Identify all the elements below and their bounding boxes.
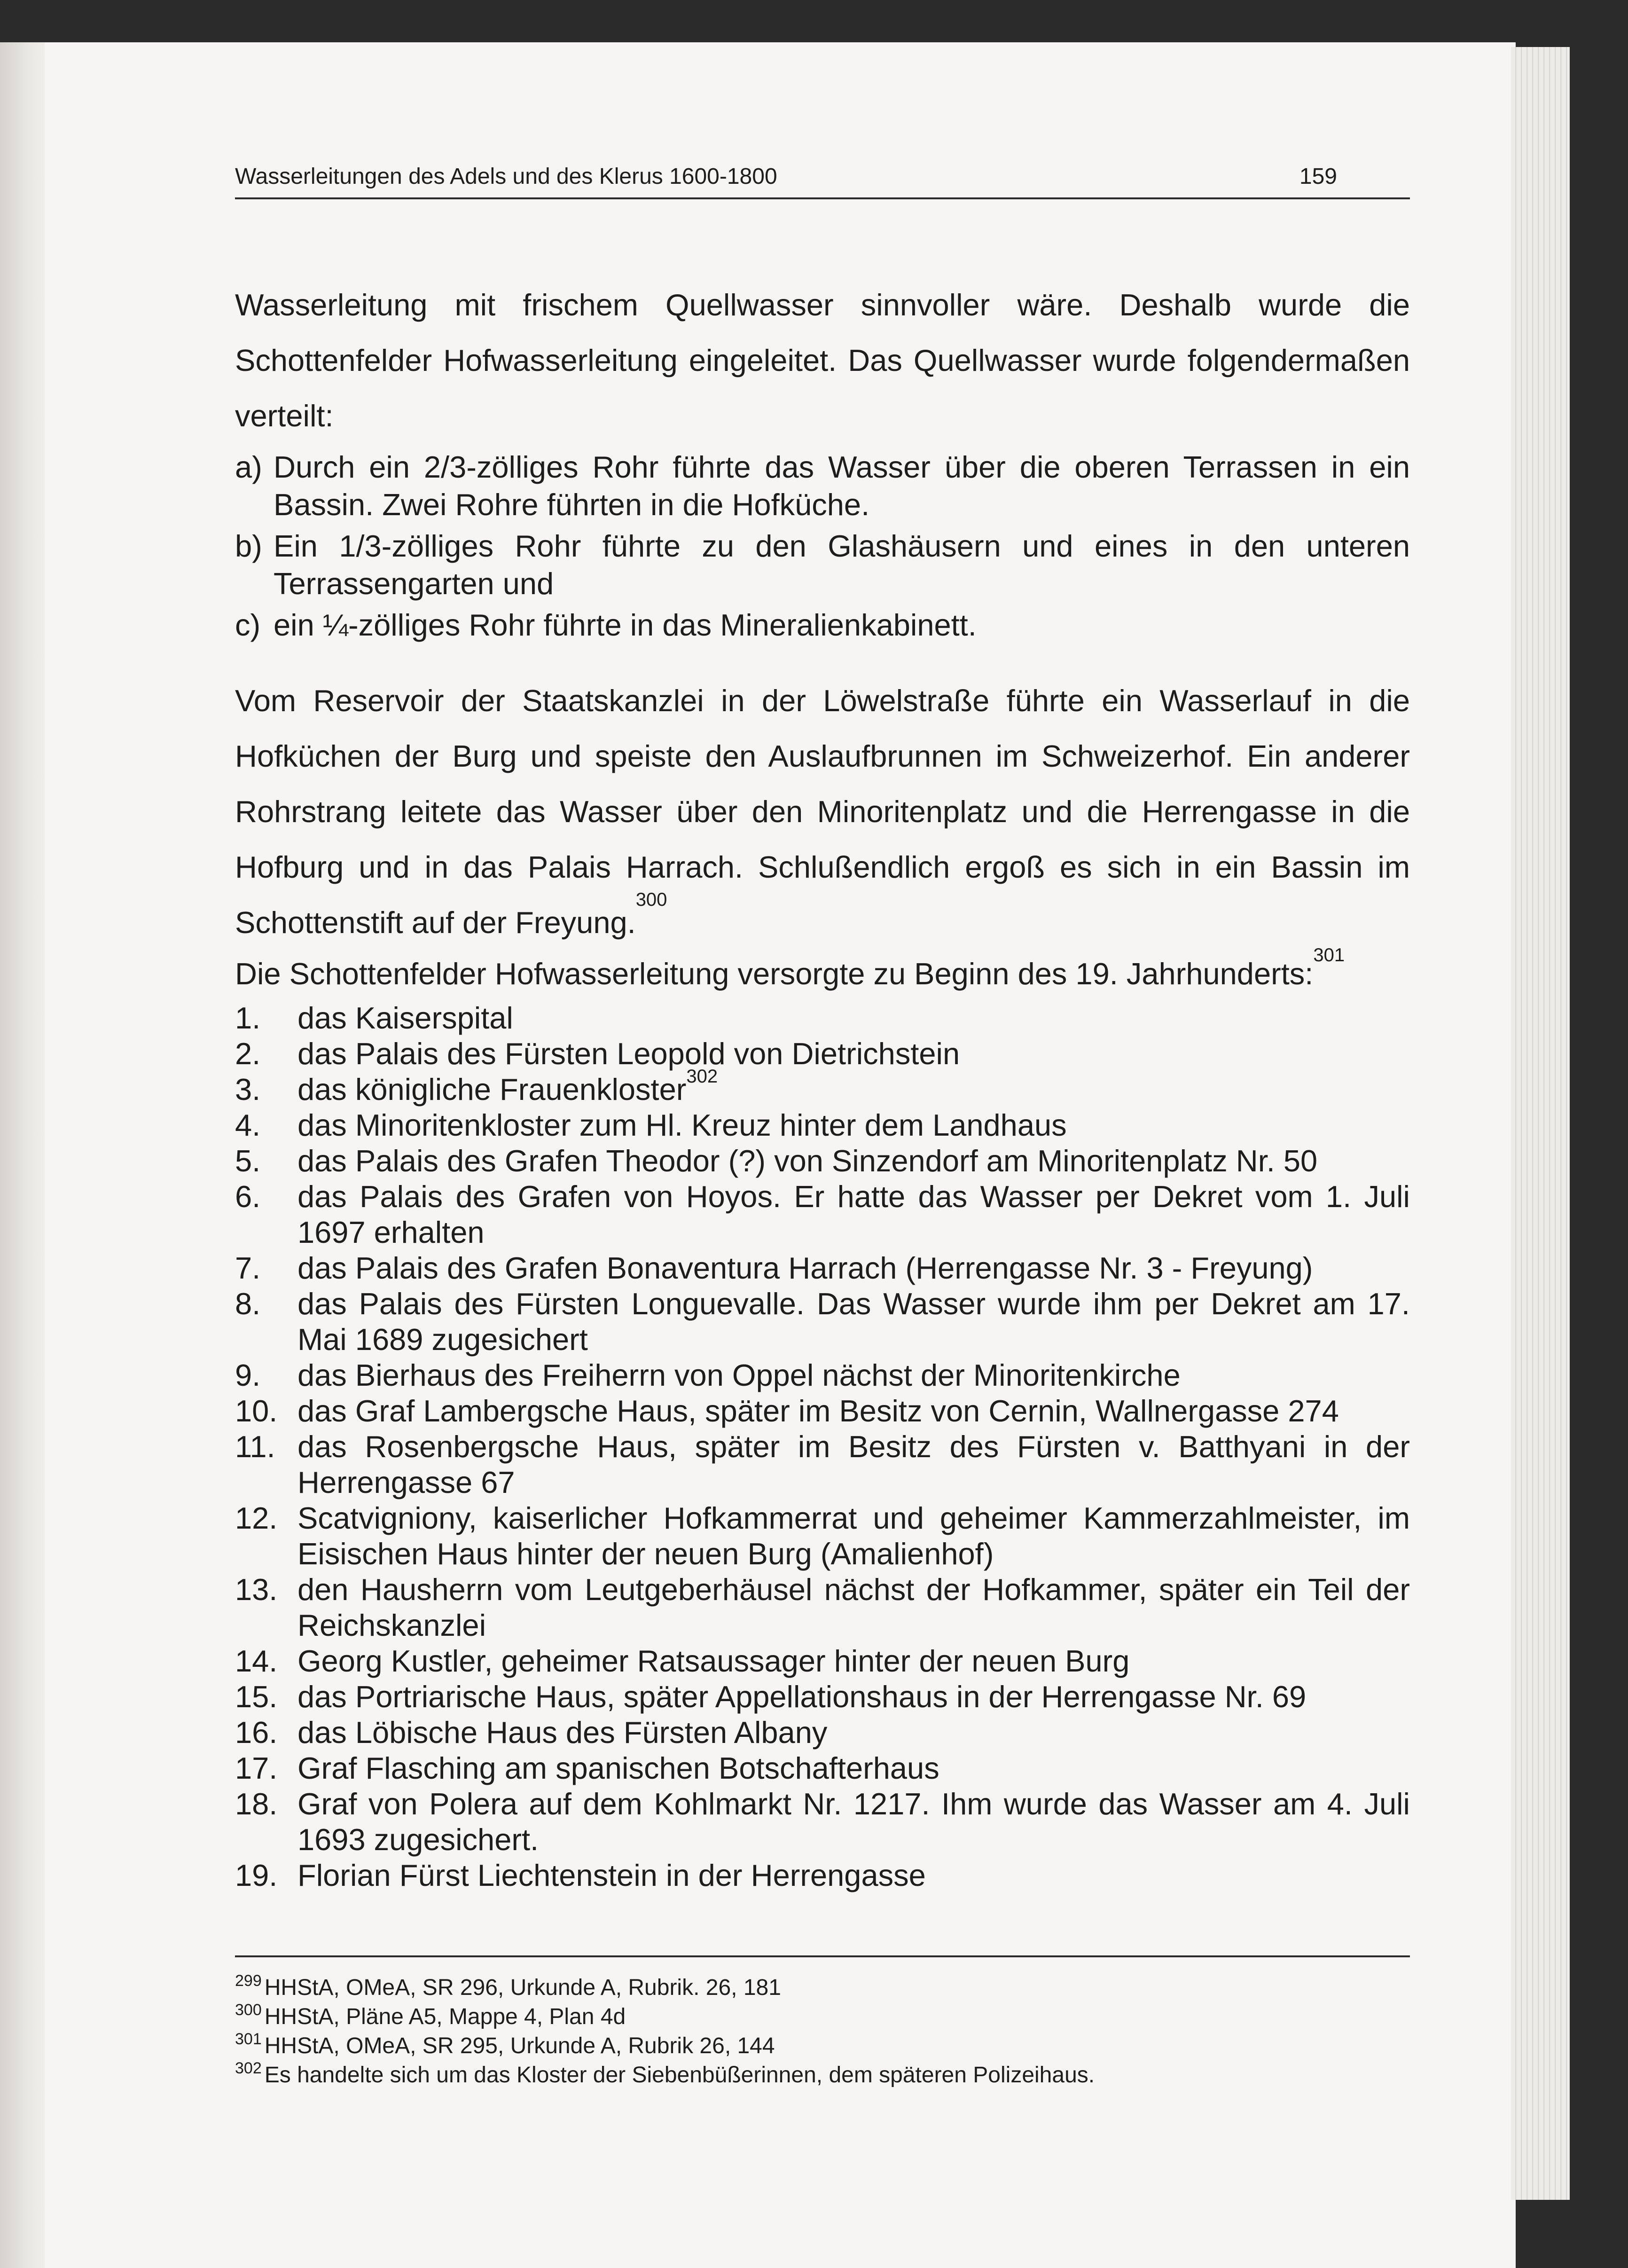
item-text: Graf Flasching am spanischen Botschafterhaus <box>297 1751 939 1785</box>
footnote-divider <box>235 1955 1410 1957</box>
item-number: 8. <box>235 1287 261 1321</box>
footnote-302 <box>235 2061 1410 2090</box>
item-number: 4. <box>235 1108 261 1142</box>
item-text: das Palais des Fürsten Longuevalle. Das Wasser wurde ihm per Dekret am 17. Mai 1689 zugesichert <box>297 1287 1410 1357</box>
footnote-300 <box>235 2002 1410 2032</box>
footnote-301 <box>235 2032 1410 2061</box>
recipient-list <box>235 1000 1410 1893</box>
footnote-number: 302 <box>235 2059 262 2077</box>
footnote-text: HHStA, OMeA, SR 295, Urkunde A, Rubrik 26, 144 <box>264 2033 775 2058</box>
page-edges <box>1511 47 1570 2200</box>
item-number: 6. <box>235 1179 261 1214</box>
footnote-text: HHStA, Pläne A5, Mappe 4, Plan 4d <box>264 2004 626 2029</box>
list-item <box>235 1036 1410 1072</box>
header-title: Wasserleitungen des Adels und des Klerus 1600-1800 <box>235 164 777 189</box>
item-text: das Rosenbergsche Haus, später im Besitz des Fürsten v. Batthyani in der Herrengasse 67 <box>297 1429 1410 1499</box>
reservoir-paragraph <box>235 673 1410 950</box>
item-text: Georg Kustler, geheimer Ratsaussager hinter der neuen Burg <box>297 1644 1130 1678</box>
item-text: das Löbische Haus des Fürsten Albany <box>297 1715 828 1750</box>
list-item <box>235 1250 1410 1286</box>
footnote-text: HHStA, OMeA, SR 296, Urkunde A, Rubrik. 26, 181 <box>264 1975 781 2000</box>
footnote-text: Es handelte sich um das Kloster der Siebenbüßerinnen, dem späteren Polizeihaus. <box>264 2063 1095 2088</box>
distribution-list <box>235 448 1410 644</box>
item-number: 5. <box>235 1144 261 1178</box>
footnote-ref-302: 302 <box>686 1066 718 1087</box>
footnote-number: 299 <box>235 1972 262 1990</box>
footnote-ref-301: 301 <box>1313 945 1345 965</box>
list-item <box>235 1715 1410 1750</box>
item-text: Graf von Polera auf dem Kohlmarkt Nr. 1217. Ihm wurde das Wasser am 4. Juli 1693 zugesichert. <box>297 1787 1410 1857</box>
item-text: das Bierhaus des Freiherrn von Oppel nächst der Minoritenkirche <box>297 1358 1181 1392</box>
footnote-number: 301 <box>235 2030 262 2048</box>
item-number: 17. <box>235 1751 278 1785</box>
list-item <box>235 1429 1410 1500</box>
item-number: 3. <box>235 1072 261 1107</box>
distribution-item-a <box>235 448 1410 524</box>
paragraph-text: Vom Reservoir der Staatskanzlei in der Löwelstraße führte ein Wasserlauf in die Hofküchen der Burg und speiste den Auslaufbrunnen im Schweizerhof. Ein anderer Rohrstrang leitete das Wasser über den Minoritenplatz und die Herrengasse in die Hofburg und in das Palais Harrach. Schlußendlich ergoß es sich in ein Bassin im Schottenstift auf der Freyung. <box>235 683 1410 940</box>
list-item <box>235 1572 1410 1643</box>
list-item <box>235 1679 1410 1715</box>
item-number: 11. <box>235 1429 275 1464</box>
item-text: den Hausherrn vom Leutgeberhäusel nächst der Hofkammer, später ein Teil der Reichskanzlei <box>297 1572 1410 1642</box>
item-number: 2. <box>235 1036 261 1071</box>
item-number: 10. <box>235 1394 278 1428</box>
list-item <box>235 1500 1410 1572</box>
item-text: das Minoritenkloster zum Hl. Kreuz hinter dem Landhaus <box>297 1108 1067 1142</box>
item-text: das Palais des Grafen Theodor (?) von Sinzendorf am Minoritenplatz Nr. 50 <box>297 1144 1318 1178</box>
item-number: 1. <box>235 1001 261 1035</box>
list-item <box>235 1000 1410 1036</box>
distribution-item-c <box>235 606 1410 644</box>
distribution-item-b <box>235 527 1410 603</box>
list-intro <box>235 945 1410 997</box>
item-text: das Portriarische Haus, später Appellationshaus in der Herrengasse Nr. 69 <box>297 1679 1307 1714</box>
footnote-299 <box>235 1973 1410 2002</box>
list-intro-text: Die Schottenfelder Hofwasserleitung versorgte zu Beginn des 19. Jahrhunderts: <box>235 957 1314 991</box>
item-text: Scatvigniony, kaiserlicher Hofkammerrat und geheimer Kammerzahlmeister, im Eisischen Haus hinter der neuen Burg (Amalienhof) <box>297 1501 1410 1571</box>
book-page <box>45 42 1516 2268</box>
item-marker: c) <box>235 608 261 642</box>
footnote-number: 300 <box>235 2001 262 2019</box>
list-item <box>235 1143 1410 1179</box>
list-item <box>235 1393 1410 1429</box>
list-item <box>235 1286 1410 1358</box>
item-number: 7. <box>235 1251 261 1285</box>
item-marker: b) <box>235 529 262 563</box>
item-text: das Graf Lambergsche Haus, später im Besitz von Cernin, Wallnergasse 274 <box>297 1394 1339 1428</box>
list-item <box>235 1066 1410 1107</box>
item-text: ein ¼-zölliges Rohr führte in das Mineralienkabinett. <box>274 608 977 642</box>
item-text: das Palais des Grafen Bonaventura Harrach (Herrengasse Nr. 3 - Freyung) <box>297 1251 1313 1285</box>
item-text: das Palais des Fürsten Leopold von Dietrichstein <box>297 1036 960 1071</box>
item-number: 12. <box>235 1501 278 1535</box>
item-number: 14. <box>235 1644 278 1678</box>
body-text <box>235 277 1410 1893</box>
list-item <box>235 1786 1410 1858</box>
item-number: 18. <box>235 1787 278 1821</box>
item-text: Ein 1/3-zölliges Rohr führte zu den Glashäusern und eines in den unteren Terrassengarten und <box>274 529 1410 601</box>
list-item <box>235 1107 1410 1143</box>
list-item <box>235 1750 1410 1786</box>
item-number: 15. <box>235 1679 278 1714</box>
list-item <box>235 1643 1410 1679</box>
item-number: 9. <box>235 1358 261 1392</box>
footnote-ref-300: 300 <box>635 889 667 910</box>
item-text: das Palais des Grafen von Hoyos. Er hatte das Wasser per Dekret vom 1. Juli 1697 erhalten <box>297 1179 1410 1249</box>
item-text: Florian Fürst Liechtenstein in der Herrengasse <box>297 1858 926 1892</box>
item-number: 19. <box>235 1858 278 1892</box>
list-item <box>235 1179 1410 1250</box>
list-item <box>235 1858 1410 1893</box>
list-item <box>235 1358 1410 1393</box>
item-text: das königliche Frauenkloster <box>297 1072 687 1107</box>
item-number: 13. <box>235 1572 278 1607</box>
running-header <box>235 160 1410 199</box>
item-number: 16. <box>235 1715 278 1750</box>
page-number: 159 <box>1299 164 1337 189</box>
intro-paragraph: Wasserleitung mit frischem Quellwasser sinnvoller wäre. Deshalb wurde die Schottenfelder Hofwasserleitung eingeleitet. Das Quellwasser wurde folgendermaßen verteilt: <box>235 288 1410 433</box>
item-marker: a) <box>235 450 262 484</box>
item-text: das Kaiserspital <box>297 1001 513 1035</box>
item-text: Durch ein 2/3-zölliges Rohr führte das Wasser über die oberen Terrassen in ein Bassin. Zwei Rohre führten in die Hofküche. <box>274 450 1410 522</box>
footnotes <box>235 1973 1410 2090</box>
